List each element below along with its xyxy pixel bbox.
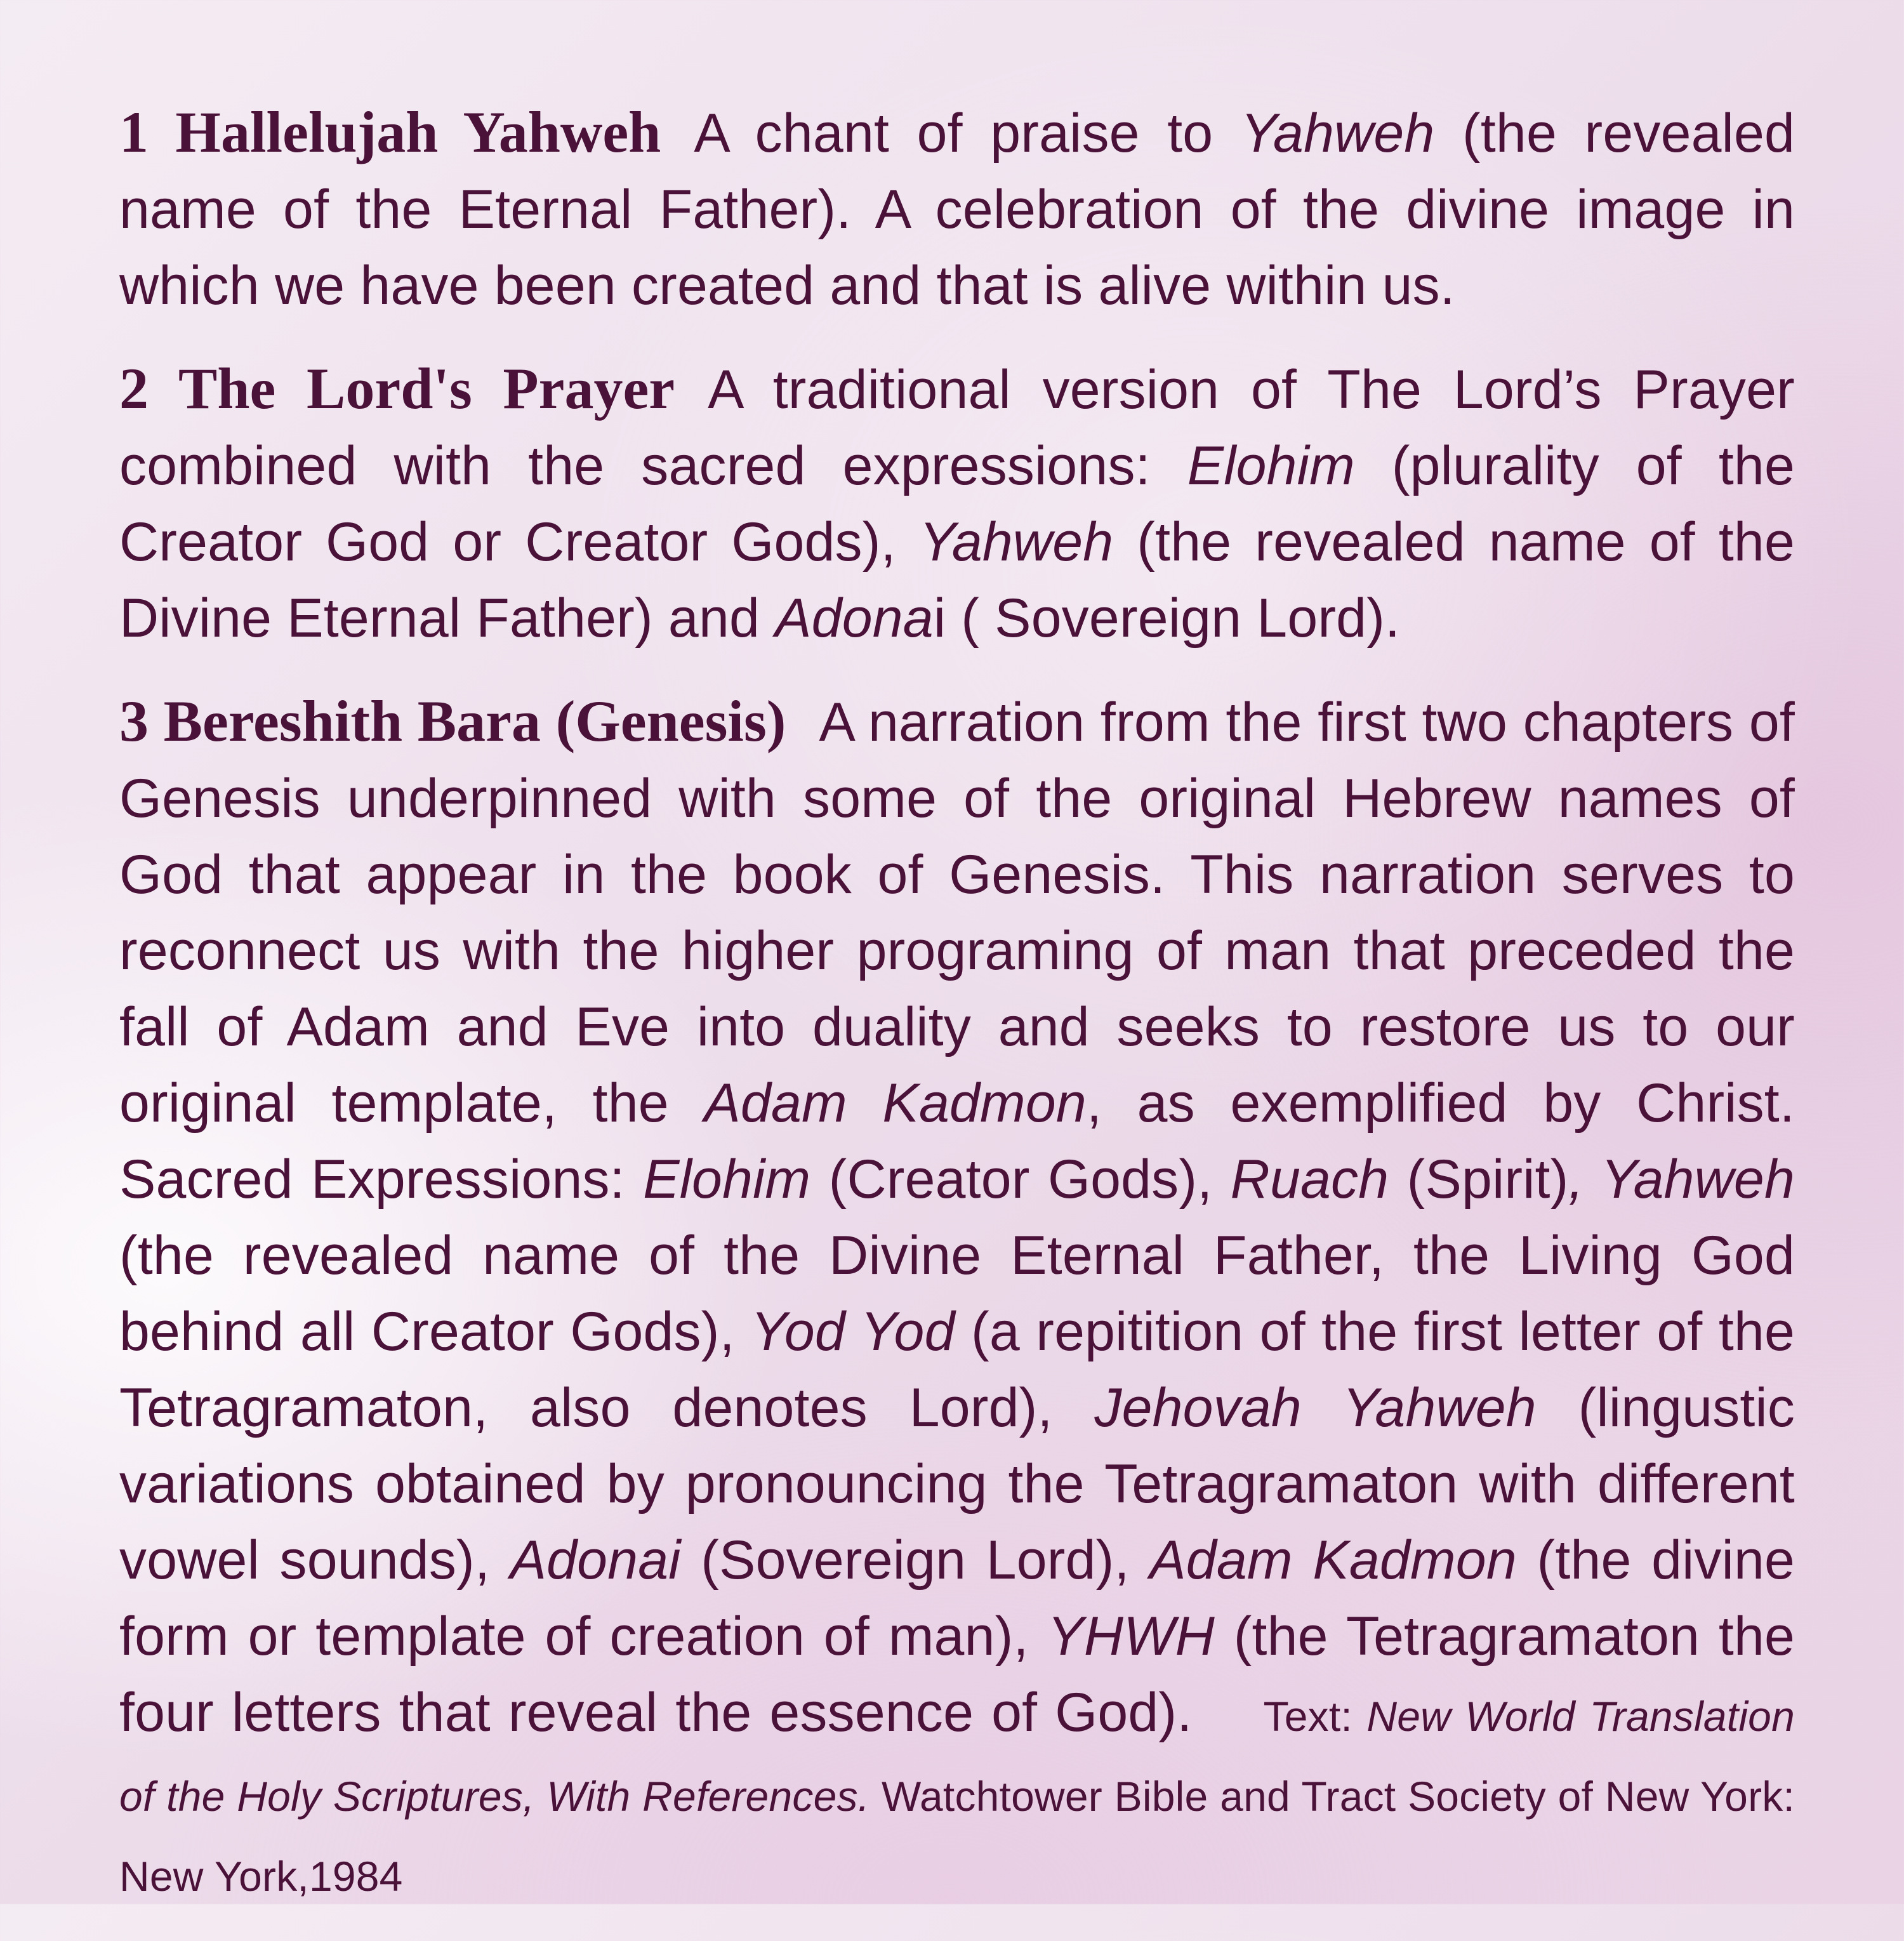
sacred-expression: , Yahweh (1568, 1149, 1795, 1210)
track-description-text: (the Tetragramaton the four letters that reveal the essence of God). (119, 1606, 1795, 1743)
track-description-text: (Spirit) (1389, 1149, 1569, 1210)
track-description-text: (Creator Gods), (810, 1149, 1231, 1210)
track-title-2: 2 The Lord's Prayer (119, 356, 675, 421)
track-title-1: 1 Hallelujah Yahweh (119, 100, 661, 164)
sacred-expression: YHWH (1047, 1606, 1215, 1667)
track-title-3: 3 Bereshith Bara (Genesis) (119, 689, 786, 753)
sacred-expression: Elohim (1187, 435, 1355, 496)
track-description-text: (the divine form or template of creation of man), (119, 1530, 1795, 1667)
track-description-text: A narration from the first two chapters of Genesis underpinned with some of the original Hebrew names of God that appear in the book of Genesis. This narration serves to reconnect us with the higher programing of man that preceded the fall of Adam and Eve into duality and seeks to restore us to our original template, the (119, 692, 1795, 1134)
sacred-expression: Jehovah Yahweh (1094, 1377, 1537, 1438)
track-description-text: , as exemplified by Christ. Sacred Expressions: (119, 1073, 1795, 1210)
track-entry-3 (119, 683, 1795, 1914)
sacred-expression: Adonai (510, 1530, 681, 1591)
track-description-text: (the revealed name of the Divine Eternal Father, the Living God behind all Creator Gods), (119, 1225, 1795, 1362)
track-description-text: (lingustic variations obtained by pronouncing the Tetragramaton with different vowel sounds), (119, 1377, 1795, 1591)
track-entry-2 (119, 350, 1795, 656)
sacred-expression: Adona (775, 588, 934, 649)
track-description-text: (Sovereign Lord), (680, 1530, 1150, 1591)
track-description-text: A chant of praise to (694, 103, 1241, 164)
track-description-text: (the revealed name of the Divine Eternal Father) and (119, 512, 1795, 649)
track-entry-1 (119, 94, 1795, 324)
track-description-text: (a repitition of the first letter of the Tetragramaton, also denotes Lord), (119, 1301, 1795, 1438)
sacred-expression: Yod Yod (751, 1301, 955, 1362)
sacred-expression: Yahweh (1240, 103, 1435, 164)
sacred-expression: Adam Kadmon (704, 1073, 1087, 1134)
track-description-text: (the revealed name of the Eternal Father). A celebration of the divine image in which we have been created and that is alive within us. (119, 103, 1795, 316)
track-notes (119, 94, 1795, 1941)
track-description-text: A traditional version of The Lord’s Prayer combined with the sacred expressions: (119, 359, 1795, 496)
sacred-expression: Ruach (1230, 1149, 1389, 1210)
credit-publisher: Watchtower Bible and Tract Society of New York: New York,1984 (119, 1773, 1795, 1900)
sacred-expression: Adam Kadmon (1149, 1530, 1517, 1591)
sacred-expression: Elohim (643, 1149, 811, 1210)
track-description-text: i ( Sovereign Lord). (933, 588, 1401, 649)
sacred-expression: Yahweh (919, 512, 1114, 573)
credit-label: Text: (1263, 1693, 1367, 1740)
credit-book-title: New World Translation of the Holy Scriptures, With References. (119, 1693, 1795, 1820)
track-description-text: (plurality of the Creator God or Creator Gods), (119, 435, 1795, 573)
